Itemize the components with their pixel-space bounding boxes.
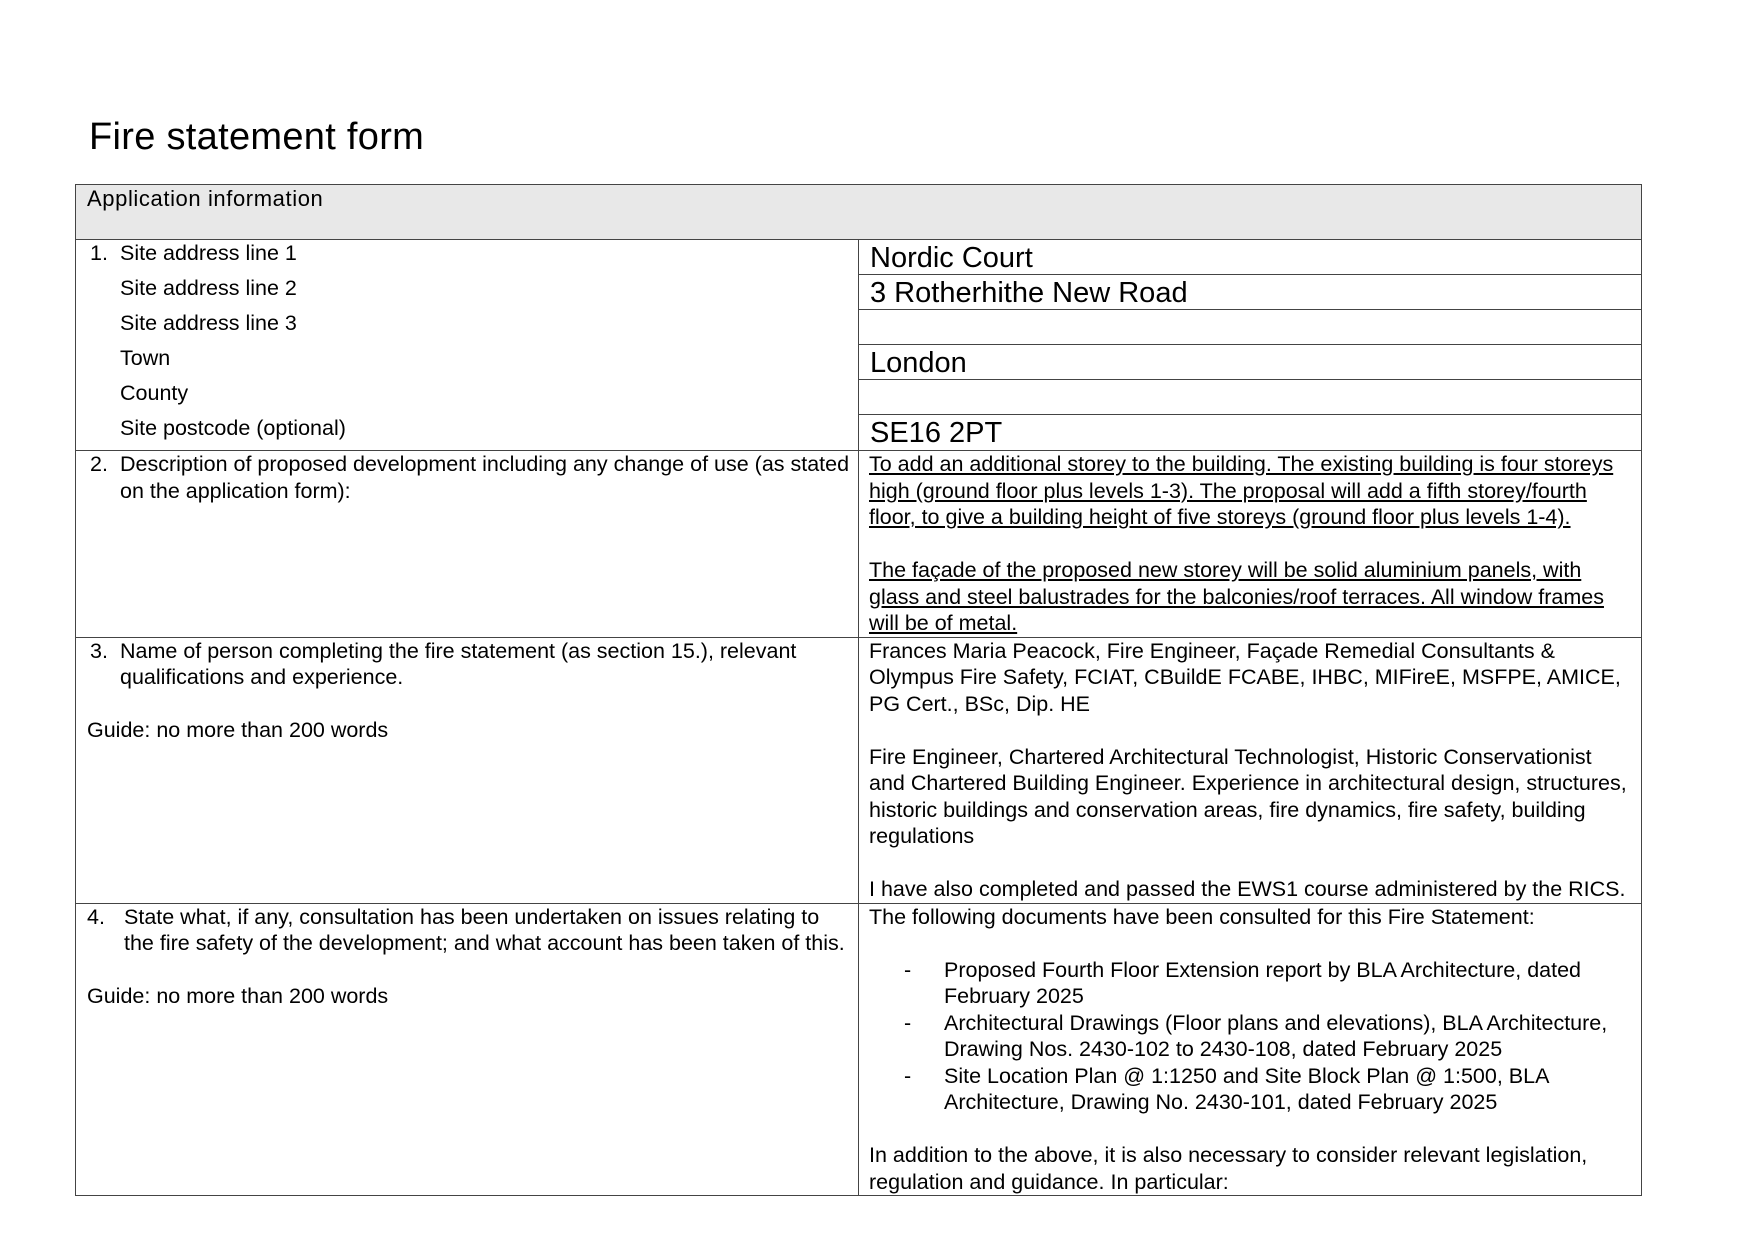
consultation-closing: In addition to the above, it is also necessary to consider relevant legislation, regulation and guidance. In particular: — [869, 1143, 1588, 1194]
county-label: County — [120, 381, 189, 405]
list-item: - Architectural Drawings (Floor plans and elevations), BLA Architecture, Drawing Nos. 2430-102 to 2430-108, dated February 2025 — [904, 1010, 1608, 1061]
site-address-line-2-field[interactable]: 3 Rotherhithe New Road — [859, 275, 1641, 310]
site-address-row — [76, 240, 1642, 451]
site-address-line-2-label: Site address line 2 — [120, 276, 297, 300]
person-label: 3. Name of person completing the fire statement (as section 15.), relevant qualifications and experience. — [90, 638, 797, 689]
site-address-line-1-field[interactable]: Nordic Court — [859, 240, 1641, 275]
consultation-label-cell — [76, 903, 859, 1196]
row-number: 4. — [87, 904, 105, 929]
list-item: - Site Location Plan @ 1:1250 and Site Block Plan @ 1:500, BLA Architecture, Drawing No. 2430-101, dated February 2025 — [904, 1063, 1549, 1114]
description-row — [76, 451, 1642, 638]
person-label-cell — [76, 637, 859, 903]
description-label-cell — [76, 451, 859, 638]
site-address-line-1-label: 1. Site address line 1 — [90, 241, 297, 265]
row-number: 3. — [90, 638, 108, 663]
site-address-labels — [76, 240, 859, 451]
person-guide: Guide: no more than 200 words — [87, 718, 389, 742]
town-field[interactable]: London — [859, 345, 1641, 380]
consultation-intro: The following documents have been consulted for this Fire Statement: — [869, 904, 1535, 929]
description-paragraph-2: The façade of the proposed new storey will be solid aluminium panels, with glass and steel balustrades for the balconies/roof terraces. All window frames will be of metal. — [869, 558, 1604, 635]
site-postcode-label: Site postcode (optional) — [120, 416, 346, 440]
person-paragraph-2: Fire Engineer, Chartered Architectural Technologist, Historic Conservationist and Chartered Building Engineer. Experience in architectural design, structures, historic buildings and conservation areas, fire dynamics, fire safety, building regulations — [869, 744, 1627, 848]
application-information-table — [75, 184, 1642, 1196]
description-label: 2. Description of proposed development including any change of use (as stated on the application form): — [90, 452, 850, 503]
consultation-field[interactable] — [859, 903, 1642, 1196]
section-header — [76, 185, 1642, 240]
person-paragraph-1: Frances Maria Peacock, Fire Engineer, Façade Remedial Consultants & Olympus Fire Safety, FCIAT, CBuildE FCABE, IHBC, MIFireE, MSFPE, AMICE, PG Cert., BSc, Dip. HE — [869, 638, 1621, 716]
site-address-fields — [859, 240, 1642, 451]
consultation-label: 4. State what, if any, consultation has been undertaken on issues relating to the fire safety of the development; and what account has been taken of this. — [87, 904, 845, 955]
consulted-documents-list — [869, 957, 1631, 1116]
page-title: Fire statement form — [89, 116, 425, 158]
site-address-line-3-label: Site address line 3 — [120, 311, 297, 335]
site-address-line-3-field[interactable] — [859, 310, 1641, 345]
person-paragraph-3: I have also completed and passed the EWS1 course administered by the RICS. — [869, 877, 1626, 901]
list-item: - Proposed Fourth Floor Extension report by BLA Architecture, dated February 2025 — [904, 957, 1581, 1008]
town-label: Town — [120, 346, 171, 370]
person-field[interactable] — [859, 637, 1642, 903]
consultation-guide: Guide: no more than 200 words — [87, 984, 389, 1008]
person-row — [76, 637, 1642, 903]
description-field[interactable] — [859, 451, 1642, 638]
site-postcode-field[interactable]: SE16 2PT — [870, 417, 1003, 449]
row-number: 2. — [90, 452, 108, 476]
row-number: 1. — [90, 241, 108, 265]
description-paragraph-1: To add an additional storey to the building. The existing building is four storeys high (ground floor plus levels 1-3). The proposal will add a fifth storey/fourth floor, to give a building height of five storeys (ground floor plus levels 1-4). — [869, 452, 1614, 529]
consultation-row — [76, 903, 1642, 1196]
county-field[interactable] — [859, 380, 1641, 415]
section-title: Application information — [87, 186, 324, 211]
